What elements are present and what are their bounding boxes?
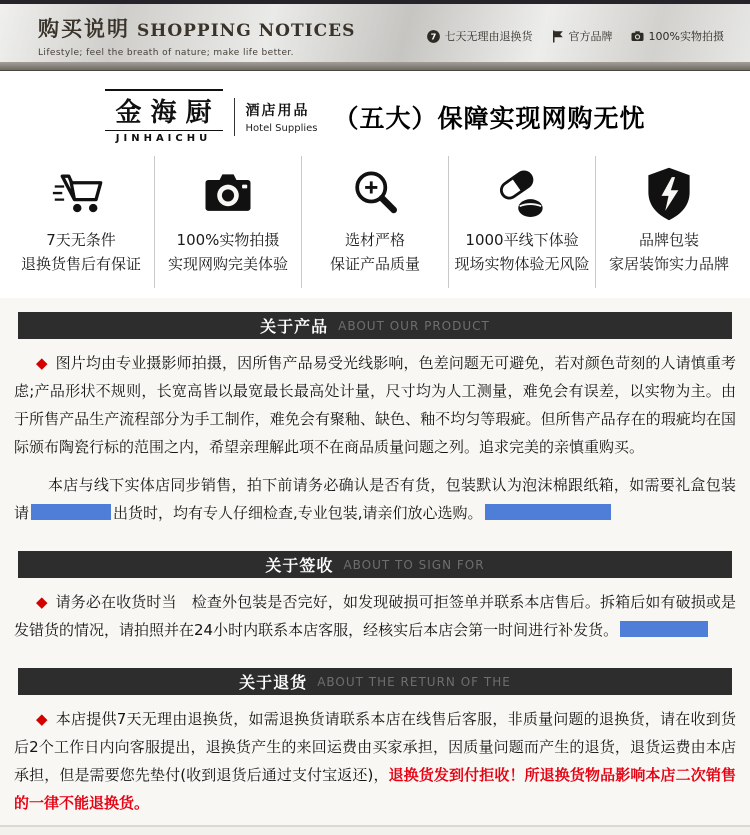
red-diamond-bullet: ◆ [36, 354, 48, 372]
logo-en: JINHAICHU [105, 130, 223, 144]
section-title-zh: 关于签收 [265, 556, 334, 575]
guarantee-line2: 保证产品质量 [329, 255, 420, 273]
paragraph-text: 图片均由专业摄影师拍摄，因所售产品易受光线影响，色差问题无可避免，若对颜色苛刻的人请慎重考虑;产品形状不规则，长宽高皆以最宽最长最高处计量，尺寸均为人工测量，难免会有误差，以实物为主。由于所售产品生产流程部分为手工制作，难免会有聚釉、缺色、釉不均匀等瑕疵。但所售产品存在的瑕疵均在国际颁布陶瓷行标的范围之内，希望亲理解此项不在商品质量问题之列。追求完美的亲慎重购买。 [14, 354, 736, 456]
banner-title-block [38, 13, 355, 58]
product-paragraph-1 [14, 349, 736, 461]
pills-icon [453, 160, 591, 228]
section-title-en: ABOUT OUR PRODUCT [338, 318, 490, 333]
guarantee-line1: 100%实物拍摄 [176, 231, 280, 249]
guarantee-line2: 现场实物体验无风险 [454, 255, 590, 273]
bottom-divider [0, 825, 750, 835]
badge-seven-day-return [426, 28, 533, 44]
shopping-notices-banner [0, 0, 750, 62]
badge-label: 100%实物拍摄 [648, 30, 724, 43]
badge-real-photo [630, 28, 724, 44]
guarantee-line1: 1000平线下体验 [465, 231, 579, 249]
paragraph-text: 本店提供7天无理由退换货，如需退换货请联系本店在线售后客服，非质量问题的退换货，请在收到货后2个工作日内向客服提出，退换货产生的来回运费由买家承担，因质量问题而产生的退货，退货运费由本店承担，但是需要您先垫付(收到退货后通过支付宝返还)， [14, 710, 736, 784]
paragraph-text: 请务必在收货时当 检查外包装是否完好，如发现破损可拒签单并联系本店售后。拆箱后如有破损或是发错货的情况，请拍照并在24小时内联系本店客服，经核实后本店会第一时间进行补发货。 [14, 593, 736, 639]
section-title-en: ABOUT THE RETURN OF THE [317, 674, 511, 689]
section-title-en: ABOUT TO SIGN FOR [343, 557, 485, 572]
guarantee-line1: 品牌包装 [638, 231, 699, 249]
paragraph-text: 本店与线下实体店同步销售，拍下前请务必确认是否有货，包装默认为泡沫棉跟纸箱，如需要礼盒包装请 [14, 476, 736, 522]
category-zh: 酒店用品 [245, 102, 310, 119]
real-photo-camera-icon [630, 29, 645, 44]
section-banner-return [18, 668, 732, 695]
guarantee-line2: 退换货售后有保证 [20, 255, 141, 273]
seven-day-return-icon [426, 29, 441, 44]
redacted-highlight [31, 504, 111, 520]
banner-bottom-edge [0, 62, 750, 71]
section-banner-product [18, 312, 732, 339]
guarantee-line2: 实现网购完美体验 [167, 255, 288, 273]
official-brand-flag-icon [550, 29, 565, 44]
svg-text:7: 7 [430, 31, 436, 41]
notice-sections [0, 298, 750, 835]
camera-icon [159, 160, 297, 228]
redacted-highlight [485, 504, 611, 520]
guarantee-columns [8, 156, 742, 288]
logo-divider [234, 98, 235, 136]
guarantee-col-photo [155, 156, 302, 288]
logo-text-block [105, 89, 223, 144]
logo-category-block [246, 100, 318, 134]
return-paragraph [14, 705, 736, 817]
banner-title-en: SHOPPING NOTICES [137, 21, 356, 41]
banner-title-zh: 购买说明 [38, 17, 130, 41]
badge-label: 官方品牌 [568, 30, 613, 43]
brand-row [0, 89, 750, 144]
shopping-cart-icon [12, 160, 150, 228]
shield-lightning-icon [600, 160, 738, 228]
redacted-highlight [620, 621, 708, 637]
banner-title-row [38, 13, 355, 43]
magnifier-plus-icon [306, 160, 444, 228]
guarantee-line1: 选材严格 [344, 231, 405, 249]
section-title-zh: 关于退货 [239, 673, 308, 692]
section-banner-sign [18, 551, 732, 578]
category-en: Hotel Supplies [245, 122, 318, 134]
guarantee-col-return [8, 156, 155, 288]
header-badges [426, 28, 724, 44]
guarantee-col-brand [596, 156, 742, 288]
guarantee-line2: 家居装饰实力品牌 [608, 255, 729, 273]
product-paragraph-2 [14, 471, 736, 527]
guarantee-slogan: （五大）保障实现网购无忧 [333, 103, 646, 133]
guarantee-line1: 7天无条件 [46, 231, 116, 249]
return-warning-text: 退换货发到付拒收！所退换货物品影响本店二次销售的一律不能退换货。 [14, 766, 736, 812]
brand-logo [105, 89, 318, 144]
guarantee-col-material [302, 156, 449, 288]
guarantee-col-showroom [449, 156, 596, 288]
red-diamond-bullet: ◆ [36, 593, 48, 611]
badge-label: 七天无理由退换货 [444, 30, 533, 43]
red-diamond-bullet: ◆ [36, 710, 48, 728]
section-title-zh: 关于产品 [260, 317, 329, 336]
banner-subtitle: Lifestyle; feel the breath of nature; make life better. [38, 48, 294, 58]
logo-zh: 金海厨 [105, 89, 223, 130]
sign-paragraph [14, 588, 736, 644]
badge-official-brand [550, 28, 613, 44]
paragraph-text: 出货时，均有专人仔细检查,专业包装,请亲们放心选购。 [113, 504, 483, 522]
